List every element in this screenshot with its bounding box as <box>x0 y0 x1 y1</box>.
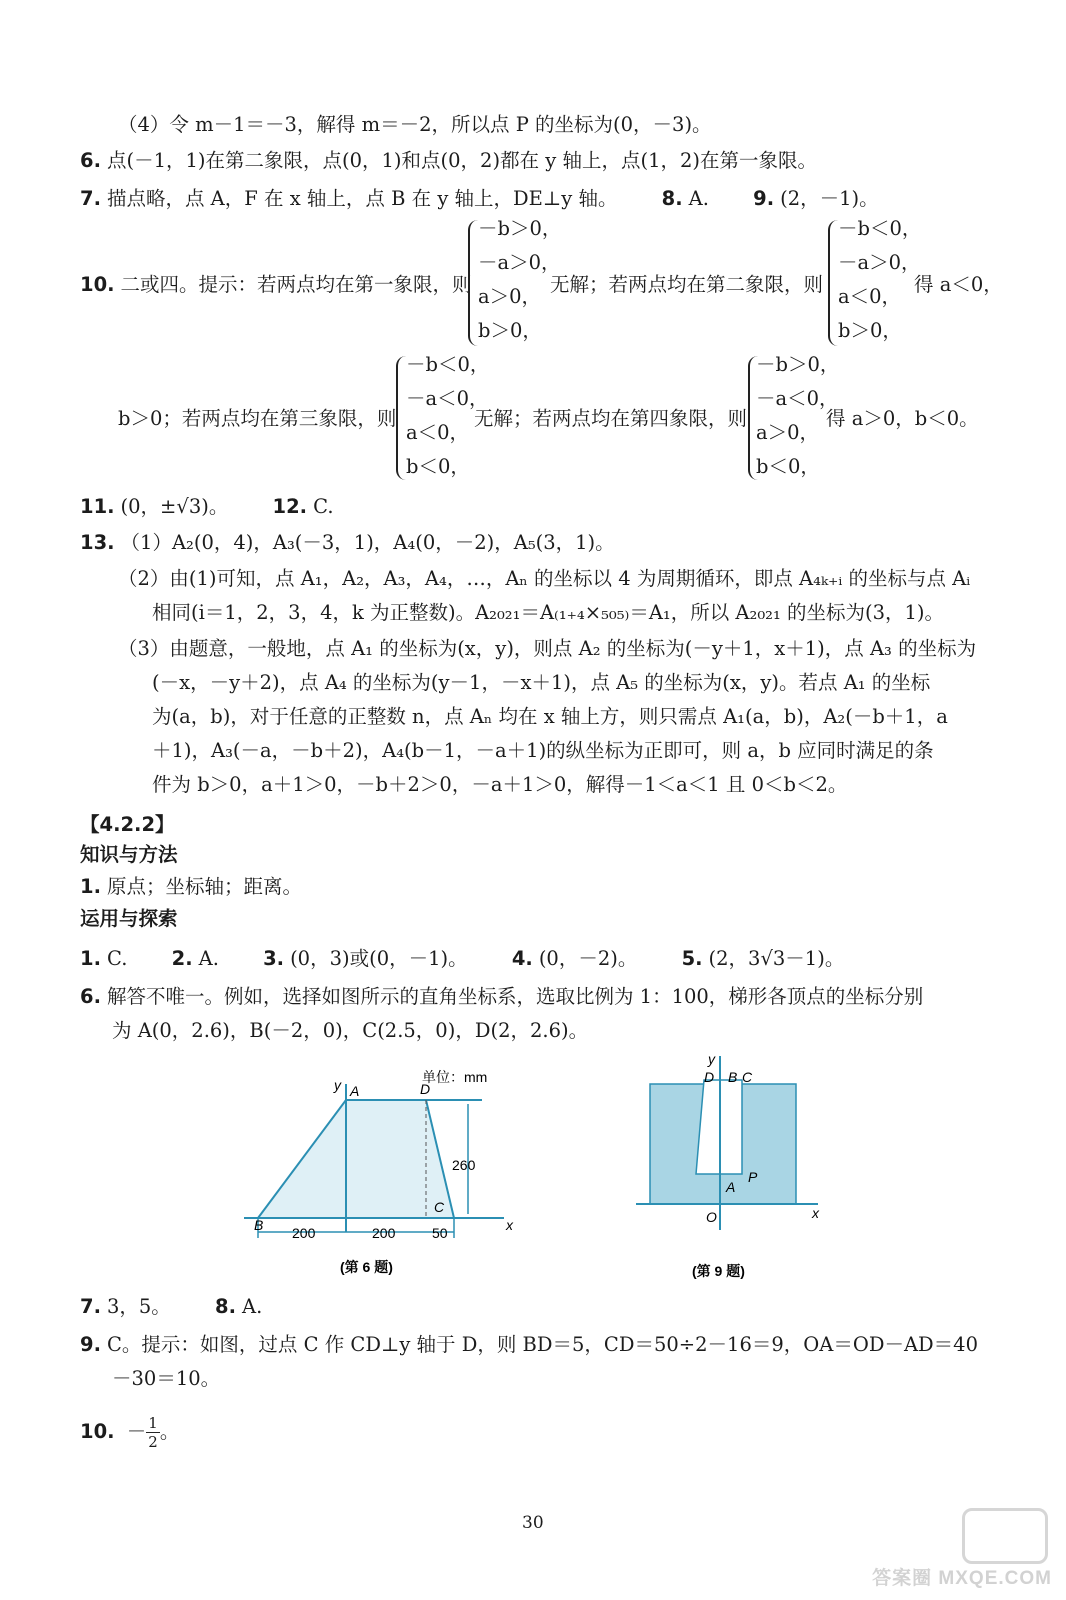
sys1-2: a＞0， <box>478 285 542 308</box>
item-13-p2b: 相同(i＝1，2，3，4，k 为正整数)。A₂₀₂₁＝A₍₁₊₄×₅₀₅₎＝A₁，所以 A₂₀₂₁ 的坐标为(3，1)。 <box>152 601 944 624</box>
heading-application: 运用与探索 <box>80 907 178 930</box>
q4-4: （4）令 m－1＝－3，解得 m＝－2，所以点 P 的坐标为(0，－3)。 <box>118 113 712 136</box>
label-y: y <box>334 1077 341 1093</box>
label-200-1: 200 <box>292 1225 316 1241</box>
figure-6 <box>236 1062 536 1282</box>
minus-sign: － <box>126 1420 147 1443</box>
section-heading: 【4.2.2】 <box>80 813 175 836</box>
item-13-p3c: 为(a，b)，对于任意的正整数 n，点 Aₙ 均在 x 轴上方，则只需点 A₁(a，b)，A₂(－b＋1，a <box>152 705 948 728</box>
y-item-9a: 9. C。提示：如图，过点 C 作 CD⊥y 轴于 D，则 BD＝5，CD＝50÷2－16＝9，OA＝OD－AD＝40 <box>80 1333 978 1356</box>
brace-1 <box>468 220 478 346</box>
label-b: B <box>254 1217 264 1233</box>
heading-knowledge: 知识与方法 <box>80 843 178 866</box>
item-13-p3e: 件为 b＞0，a＋1＞0，－b＋2＞0，－a＋1＞0，解得－1＜a＜1 且 0＜b＜2。 <box>152 773 848 796</box>
item-7-9: 7. 描点略，点 A，F 在 x 轴上，点 B 在 y 轴上，DE⊥y 轴。 8. A. 9. (2，－1)。 <box>80 187 879 210</box>
sys1-3: b＞0， <box>478 319 542 342</box>
label-unit: 单位：mm <box>422 1069 488 1085</box>
item-13-p3d: ＋1)，A₃(－a，－b＋2)，A₄(b－1，－a＋1)的纵坐标为正即可，则 a，b 应同时满足的条 <box>152 739 934 762</box>
item-13-p2a: （2）由(1)可知，点 A₁，A₂，A₃，A₄，…，Aₙ 的坐标以 4 为周期循环，即点 A₄ₖ₊ᵢ 的坐标与点 Aᵢ <box>118 567 971 590</box>
label-200-2: 200 <box>372 1225 396 1241</box>
label-x: x <box>506 1217 513 1233</box>
item-10-line2: b＞0；若两点均在第三象限，则 <box>118 407 397 430</box>
item-9-text: (2，－1)。 <box>780 187 879 210</box>
sys2-1: －a＞0， <box>838 251 921 274</box>
item-10-mid2: 无解；若两点均在第四象限，则 <box>474 407 748 430</box>
sys4-0: －b＞0， <box>756 353 840 376</box>
sys4-3: b＜0， <box>756 455 820 478</box>
caption-6: (第 6 题) <box>340 1259 393 1275</box>
item-6-text: 点(－1，1)在第二象限，点(0，1)和点(0，2)都在 y 轴上，点(1，2)在第一象限。 <box>106 149 818 172</box>
item-8-text: A. <box>688 187 709 210</box>
label-o9: O <box>706 1209 717 1225</box>
brace-2 <box>828 220 838 346</box>
label-b9: B <box>728 1069 738 1085</box>
watermark-logo-icon <box>962 1508 1048 1564</box>
item-13-p3a: （3）由题意，一般地，点 A₁ 的坐标为(x，y)，则点 A₂ 的坐标为(－y＋1，x＋1)，点 A₃ 的坐标为 <box>118 637 977 660</box>
item-10-mid1: 无解；若两点均在第二象限，则 <box>550 273 824 296</box>
page-number: 30 <box>522 1513 544 1533</box>
y-items-7-8: 7. 3，5。 8. A. <box>80 1295 263 1318</box>
label-d9: D <box>704 1069 715 1085</box>
item-10-intro: 10. 二或四。提示：若两点均在第一象限，则 <box>80 273 472 296</box>
y-item-6b: 为 A(0，2.6)，B(－2，0)，C(2.5，0)，D(2，2.6)。 <box>112 1019 589 1042</box>
sys3-0: －b＜0， <box>406 353 490 376</box>
item-13-p3b: (－x，－y＋2)，点 A₄ 的坐标为(y－1，－x＋1)，点 A₅ 的坐标为(x，y)。若点 A₁ 的坐标 <box>152 671 931 694</box>
label-260: 260 <box>452 1157 476 1173</box>
sys3-2: a＜0， <box>406 421 470 444</box>
figure-9 <box>630 1050 830 1282</box>
item-13-p1: 13. （1）A₂(0，4)，A₃(－3，1)，A₄(0，－2)，A₅(3，1)。 <box>80 531 615 554</box>
fraction-half: $\frac{1}{2}$ <box>148 1414 158 1451</box>
label-50: 50 <box>432 1225 448 1241</box>
item-11-text: (0，±√3)。 <box>120 495 229 518</box>
k-item-1: 1. 原点；坐标轴；距离。 <box>80 875 302 898</box>
sys1-1: －a＞0， <box>478 251 561 274</box>
label-c: C <box>434 1199 445 1215</box>
item-7-text: 描点略，点 A，F 在 x 轴上，点 B 在 y 轴上，DE⊥y 轴。 <box>106 187 618 210</box>
label-a: A <box>350 1083 360 1099</box>
caption-9: (第 9 题) <box>692 1263 745 1279</box>
item-number: 6. <box>80 149 101 172</box>
trapezoid-fill <box>258 1100 454 1218</box>
label-d: D <box>420 1081 431 1097</box>
sys1-0: －b＞0， <box>478 217 562 240</box>
label-y9: y <box>708 1051 715 1067</box>
item-10-end1: 得 a＜0， <box>914 273 1003 296</box>
y-item-10: 10. － $\frac{1}{2}$ 。 <box>80 1414 180 1451</box>
y-item-9b: －30＝10。 <box>112 1367 221 1390</box>
item-11-12: 11. (0，±√3)。 12. C. <box>80 495 334 518</box>
label-p9: P <box>748 1169 758 1185</box>
label-c9: C <box>742 1069 753 1085</box>
item-12-text: C. <box>313 495 334 518</box>
sys2-3: b＞0， <box>838 319 902 342</box>
label-a9: A <box>726 1179 736 1195</box>
label-x9: x <box>812 1205 819 1221</box>
y-items-1-5: 1. C. 2. A. 3. (0，3)或(0，－1)。 4. (0，－2)。 5. (2，3√3－1)。 <box>80 947 845 970</box>
sys4-2: a＞0， <box>756 421 820 444</box>
sys3-3: b＜0， <box>406 455 470 478</box>
sys2-2: a＜0， <box>838 285 902 308</box>
sys2-0: －b＜0， <box>838 217 922 240</box>
watermark: 答案圈 MXQE.COM <box>882 1500 1052 1590</box>
brace-3 <box>396 356 406 480</box>
item-6 <box>80 148 817 174</box>
sys3-1: －a＜0， <box>406 387 489 410</box>
item-10-end2: 得 a＞0，b＜0。 <box>826 407 979 430</box>
sys4-1: －a＜0， <box>756 387 839 410</box>
y-item-6a: 6. 解答不唯一。例如，选择如图所示的直角坐标系，选取比例为 1：100，梯形各顶点的坐标分别 <box>80 985 924 1008</box>
